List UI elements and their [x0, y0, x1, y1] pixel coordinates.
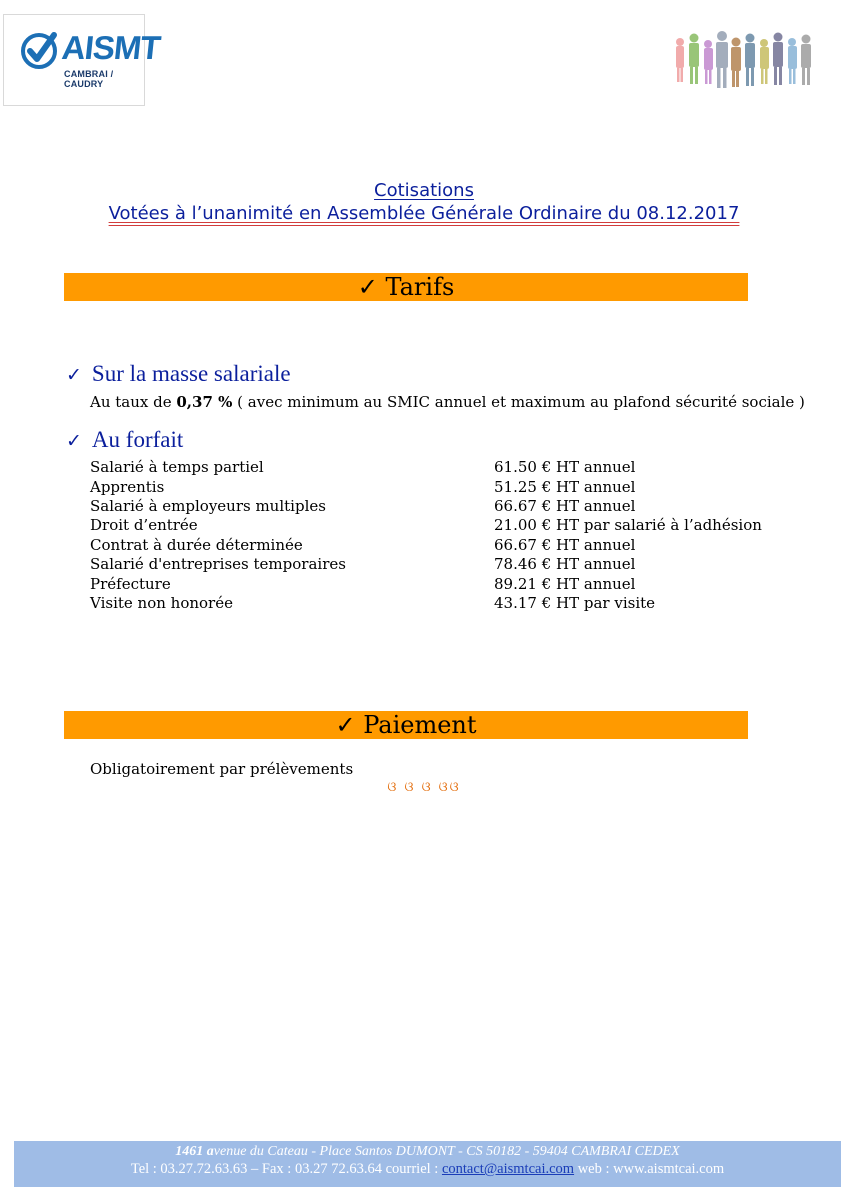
footer-contact: Tel : 03.27.72.63.63 – Fax : 03.27 72.63.64 courriel : contact@aismtcai.com web : www.aismtcai.com [130, 1161, 725, 1177]
forfait-row-label: Contrat à durée déterminée [90, 536, 303, 554]
forfait-row-label: Apprentis [90, 478, 165, 496]
people-illustration [670, 28, 820, 94]
forfait-row-value: 66.67 € HT annuel [494, 497, 636, 515]
forfait-row-label: Salarié à temps partiel [90, 458, 264, 476]
check-icon: ✓ [357, 273, 378, 301]
forfait-row-label: Salarié à employeurs multiples [90, 497, 326, 515]
logo-subtitle: CAMBRAI / CAUDRY [64, 69, 114, 89]
masse-heading: Sur la masse salariale [91, 361, 291, 386]
section-au-forfait [66, 427, 183, 453]
title-cotisations: Cotisations [374, 180, 474, 201]
forfait-row-label: Préfecture [90, 575, 171, 593]
check-circle-icon [20, 29, 60, 73]
masse-rate-text: Au taux de 0,37 % ( avec minimum au SMIC annuel et maximum au plafond sécurité sociale ) [90, 393, 805, 411]
email-link[interactable]: contact@aismtcai.com [441, 1161, 575, 1177]
check-icon: ✓ [66, 364, 82, 386]
forfait-row-value: 89.21 € HT annuel [494, 575, 636, 593]
section-masse-salariale [66, 361, 291, 387]
logo [3, 14, 162, 106]
paiement-label: Paiement [363, 711, 477, 739]
forfait-row-label: Visite non honorée [90, 594, 233, 612]
paiement-banner [64, 711, 748, 739]
forfait-row-value: 78.46 € HT annuel [494, 555, 636, 573]
forfait-row-label: Droit d’entrée [90, 516, 198, 534]
forfait-row-value: 51.25 € HT annuel [494, 478, 636, 496]
forfait-row-value: 66.67 € HT annuel [494, 536, 636, 554]
tarifs-banner [64, 273, 748, 301]
forfait-row-value: 21.00 € HT par salarié à l’adhésion [494, 516, 762, 534]
forfait-row-value: 43.17 € HT par visite [494, 594, 656, 612]
logo-text: AISMT [60, 29, 162, 66]
title-subtitle: Votées à l’unanimité en Assemblée Générale Ordinaire du 08.12.2017 [108, 203, 740, 224]
ornament: ଓ ଓ ଓ ଓଓ [387, 780, 461, 795]
forfait-heading: Au forfait [91, 427, 184, 452]
footer [14, 1141, 841, 1187]
footer-address: 1461 avenue du Cateau - Place Santos DUMONT - CS 50182 - 59404 CAMBRAI CEDEX [175, 1144, 680, 1159]
check-icon: ✓ [335, 711, 356, 739]
paiement-text: Obligatoirement par prélèvements [90, 760, 354, 778]
rate-value: 0,37 % [176, 393, 233, 411]
forfait-row-value: 61.50 € HT annuel [494, 458, 636, 476]
tarifs-label: Tarifs [385, 273, 455, 301]
check-icon: ✓ [66, 430, 82, 452]
forfait-row-label: Salarié d'entreprises temporaires [90, 555, 346, 573]
